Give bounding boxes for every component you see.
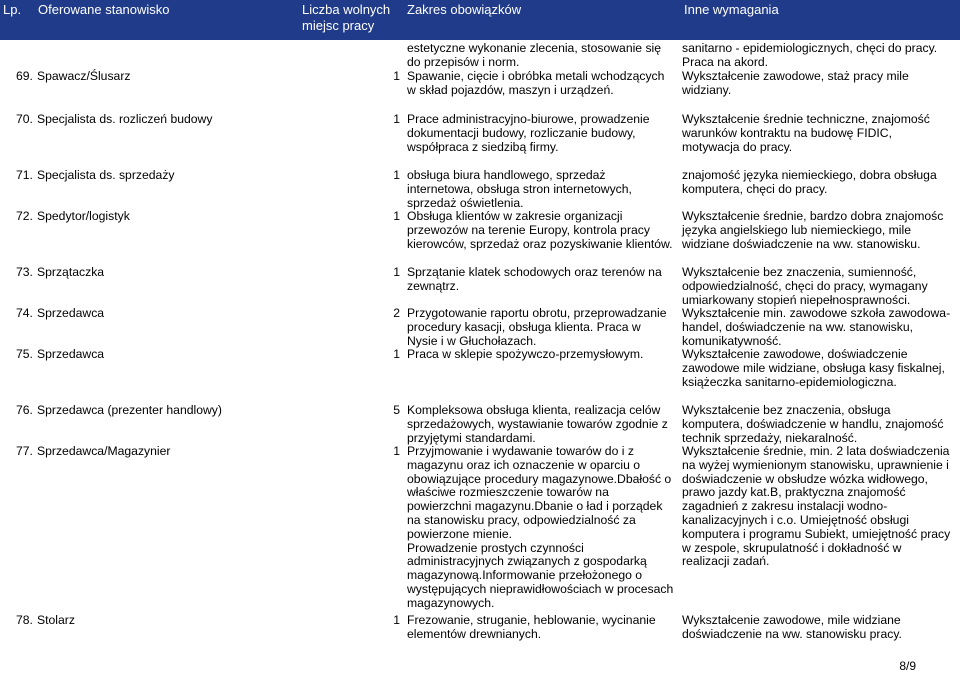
duty-line: Prace administracyjno-biurowe, prowadzenie xyxy=(407,112,650,126)
row-position: Spedytor/logistyk xyxy=(37,209,130,223)
row-duties xyxy=(407,266,679,294)
duty-line: Nysie i w Głuchołazach. xyxy=(407,333,537,348)
row-duties xyxy=(407,70,679,98)
duty-line: Sprzątanie klatek schodowych oraz terenów na xyxy=(407,265,662,279)
req-line: Wykształcenie zawodowe, mile widziane xyxy=(682,613,901,627)
row-duties xyxy=(407,307,679,348)
row-position: Sprzedawca (prezenter handlowy) xyxy=(37,403,222,417)
req-line: doświadczenie na ww. stanowisku pracy. xyxy=(682,626,902,641)
duty-line: sprzedaż oświetlenia. xyxy=(407,195,524,210)
row-num: 78. xyxy=(16,613,33,627)
req-line: realizacji zadań. xyxy=(682,554,770,569)
row-requirements xyxy=(682,307,958,348)
duty-line: kierowców, sprzedaż oraz pozyskiwanie klientów. xyxy=(407,236,673,251)
row-count: 1 xyxy=(393,444,400,458)
req-line: Wykształcenie bez znaczenia, obsługa xyxy=(682,403,891,417)
req-line: w zespole, skrupulatność i dokładność w xyxy=(682,540,902,555)
req-line: na wyżej wymienionym stanowisku, uprawnienie i xyxy=(682,457,949,472)
row-requirements xyxy=(682,210,958,251)
req-line: odpowiedzialność, chęci do pracy, wymagany xyxy=(682,278,928,293)
header-requirements: Inne wymagania xyxy=(684,2,779,17)
req-line: warunków kontraktu na budowę FIDIC, xyxy=(682,125,892,140)
row-num: 71. xyxy=(16,168,33,182)
duty-line: administracyjnych związanych z gospodarką xyxy=(407,554,647,569)
row-count: 1 xyxy=(393,265,400,279)
req-line: komunikatywność. xyxy=(682,333,782,348)
duty-line: na stanowisku pracy, odpowiedzialność za xyxy=(407,512,636,527)
duty-line: magazynu oraz ich oznaczenie w oparciu o xyxy=(407,457,641,472)
req-line: Wykształcenie zawodowe, staż pracy mile xyxy=(682,69,909,83)
duty-line: Przyjmowanie i wydawanie towarów do i z xyxy=(407,444,634,458)
table-header xyxy=(0,0,960,40)
duty-line: powierzchni magazynu.Dbanie o ład i porządek xyxy=(407,499,663,514)
duty-line: estetyczne wykonanie zlecenia, stosowanie się xyxy=(407,41,662,55)
row-num: 72. xyxy=(16,209,33,223)
req-line: komputera i programu Subiekt, umiejętność pracy xyxy=(682,526,951,541)
duty-line: w skład pojazdów, maszyn i urządzeń. xyxy=(407,82,614,97)
duty-line: Prowadzenie prostych czynności xyxy=(407,540,584,555)
req-line: Wykształcenie bez znaczenia, sumienność, xyxy=(682,265,917,279)
row-num: 74. xyxy=(16,306,33,320)
req-line: zawodowe mile widziane, obsługa kasy fiskalnej, xyxy=(682,360,945,375)
row-duties xyxy=(407,404,679,445)
duty-line: przyjętymi standardami. xyxy=(407,430,536,445)
row-requirements xyxy=(682,70,958,98)
row-num: 75. xyxy=(16,347,33,361)
req-line: komputera, doświadczenie w handlu, znajomość xyxy=(682,416,944,431)
row-num: 76. xyxy=(16,403,33,417)
row-count: 5 xyxy=(393,403,400,417)
duty-line: elementów drewnianych. xyxy=(407,626,542,641)
duty-line: obsługa biura handlowego, sprzedaż xyxy=(407,168,606,182)
duty-line: dokumentacji budowy, rozliczanie budowy, xyxy=(407,125,636,140)
req-line: Wykształcenie średnie, min. 2 lata doświadczenia xyxy=(682,444,950,458)
req-line: Wykształcenie min. zawodowe szkoła zawodowa- xyxy=(682,306,951,320)
req-line: Wykształcenie średnie, bardzo dobra znajomośc xyxy=(682,209,944,223)
page-number: 8/9 xyxy=(899,659,916,673)
row-requirements xyxy=(682,404,958,445)
row-position: Sprzedawca xyxy=(37,306,105,320)
req-line: książeczka sanitarno-epidemiologiczna. xyxy=(682,374,897,389)
row-position: Sprzedawca/Magazynier xyxy=(37,444,171,458)
row-duties xyxy=(407,169,679,210)
row-num: 70. xyxy=(16,112,33,126)
row-requirements xyxy=(682,113,958,154)
row-count: 1 xyxy=(393,112,400,126)
req-line: języka angielskiego lub niemieckiego, mile xyxy=(682,222,911,237)
duty-line: współpraca z siedzibą firmy. xyxy=(407,139,559,154)
duty-line: Spawanie, cięcie i obróbka metali wchodzących xyxy=(407,69,665,83)
duty-line: obowiązujące procedury magazynowe.Dbałość o xyxy=(407,471,672,486)
duty-line: Kompleksowa obsługa klienta, realizacja celów xyxy=(407,403,661,417)
row-position: Sprzątaczka xyxy=(37,265,105,279)
row-count: 1 xyxy=(393,613,400,627)
row-num: 69. xyxy=(16,69,33,83)
duty-line: Obsługa klientów w zakresie organizacji xyxy=(407,209,623,223)
req-line: widziany. xyxy=(682,82,732,97)
row-duties xyxy=(407,445,679,611)
req-line: prawo jazdy kat.B, praktyczna znajomość xyxy=(682,485,906,500)
req-line: Wykształcenie średnie techniczne, znajomość xyxy=(682,112,930,126)
header-position: Oferowane stanowisko xyxy=(38,2,170,17)
req-line: kanalizacyjnych i c.o. Umiejętność obsługi xyxy=(682,512,909,527)
row-position: Specjalista ds. sprzedaży xyxy=(37,168,175,182)
req-line: Wykształcenie zawodowe, doświadczenie xyxy=(682,347,908,361)
row-count: 1 xyxy=(393,347,400,361)
header-count xyxy=(302,2,390,34)
duty-line: do przepisów i norm. xyxy=(407,54,520,69)
req-line: umiarkowany stopień niepełnosprawności. xyxy=(682,292,911,307)
row-num: 77. xyxy=(16,444,33,458)
row-requirements xyxy=(682,445,958,569)
header-count-line1: Liczba wolnych xyxy=(302,2,391,17)
duty-line: sprzedażowych, wystawianie towarów zgodnie z xyxy=(407,416,668,431)
req-line: motywacja do pracy. xyxy=(682,139,793,154)
req-line: sanitarno - epidemiologicznych, chęci do pracy. xyxy=(682,41,938,55)
duty-line: Przygotowanie raportu obrotu, przeprowadzanie xyxy=(407,306,667,320)
row-position: Stolarz xyxy=(37,613,75,627)
row-num: 73. xyxy=(16,265,33,279)
row-count: 1 xyxy=(393,209,400,223)
row-count: 1 xyxy=(393,168,400,182)
duty-line: powierzone mienie. xyxy=(407,526,513,541)
row-requirements xyxy=(682,42,958,70)
duty-line: internetowa, obsługa stron internetowych, xyxy=(407,181,632,196)
row-duties xyxy=(407,113,679,154)
duty-line: występujących nieprawidłowościach w procesach xyxy=(407,581,674,596)
req-line: handel, doświadczenie na ww. stanowisku, xyxy=(682,319,914,334)
req-line: komputera, chęci do pracy. xyxy=(682,181,828,196)
duty-line: zewnątrz. xyxy=(407,278,460,293)
duty-line: procedury kasacji, obsługa klienta. Praca w xyxy=(407,319,641,334)
row-requirements xyxy=(682,614,958,642)
row-count: 2 xyxy=(393,306,400,320)
row-position: Sprzedawca xyxy=(37,347,105,361)
duty-line: Praca w sklepie spożywczo-przemysłowym. xyxy=(407,347,644,361)
row-duties xyxy=(407,210,679,251)
row-requirements xyxy=(682,169,958,197)
row-position: Specjalista ds. rozliczeń budowy xyxy=(37,112,213,126)
header-num: Lp. xyxy=(3,2,22,17)
row-requirements xyxy=(682,348,958,389)
header-duties: Zakres obowiązków xyxy=(407,2,522,17)
duty-line: magazynową.Informowanie przełożonego o xyxy=(407,568,643,583)
duty-line: Frezowanie, struganie, heblowanie, wycinanie xyxy=(407,613,656,627)
req-line: Praca na akord. xyxy=(682,54,769,69)
duty-line: magazynowych. xyxy=(407,595,495,610)
duty-line: przewozów na terenie Europy, kontrola pracy xyxy=(407,222,650,237)
req-line: technik sprzedaży, niekaralność. xyxy=(682,430,858,445)
header-count-line2: miejsc pracy xyxy=(302,18,375,33)
req-line: zagadnień z zakresu instalacji wodno- xyxy=(682,499,888,514)
row-count: 1 xyxy=(393,69,400,83)
row-duties xyxy=(407,614,679,642)
req-line: znajomość języka niemieckiego, dobra obsługa xyxy=(682,168,937,182)
row-duties xyxy=(407,42,679,70)
row-position: Spawacz/Ślusarz xyxy=(37,69,131,83)
duty-line: właściwe rozmieszczenie towarów na xyxy=(407,485,609,500)
row-requirements xyxy=(682,266,958,307)
row-duties xyxy=(407,348,679,362)
req-line: doświadczenie w obsłudze wózka widłowego, xyxy=(682,471,928,486)
req-line: widziane doświadczenie na ww. stanowisku. xyxy=(682,236,921,251)
